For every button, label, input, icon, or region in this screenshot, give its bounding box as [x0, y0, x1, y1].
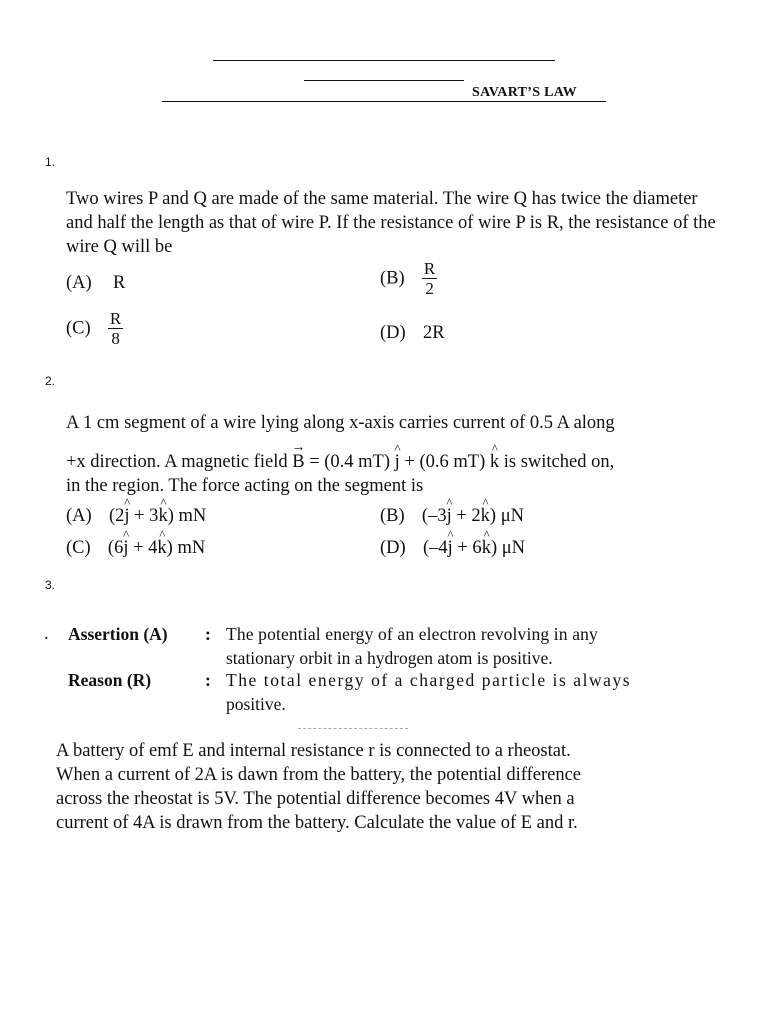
option-label: (B) — [380, 268, 405, 289]
reason-line-2: positive. — [226, 694, 286, 714]
vector-b: → B — [292, 450, 304, 474]
option-value: R — [112, 273, 126, 293]
header-rule-middle — [304, 80, 464, 81]
option-label: (C) — [66, 318, 91, 339]
question-1-text: Two wires P and Q are made of the same material. The wire Q has twice the diameter and half the length as that of wire P. If the resistance of wire P is R, the resistance of the wire Q will be — [66, 189, 716, 257]
question-2-line-1: A 1 cm segment of a wire lying along x-axis carries current of 0.5 A along — [66, 413, 615, 433]
question-2-line-3: in the region. The force acting on the segment is — [66, 476, 424, 496]
q2-option-a: (A) (2^ j + 3^ k) mN — [66, 504, 206, 528]
header-rule-bottom — [162, 101, 606, 102]
assertion-line-1: The potential energy of an electron revolving in any — [226, 624, 598, 644]
question-number-1: 1. — [45, 155, 56, 169]
unit-vector-k: ^ k — [490, 450, 499, 474]
assertion-line-2: stationary orbit in a hydrogen atom is positive. — [226, 648, 553, 668]
option-label: (D) — [380, 323, 406, 343]
reason-line-1: The total energy of a charged particle is always — [226, 670, 632, 690]
fraction-r-over-2: $\frac{R}{2}$ — [423, 259, 436, 298]
question-2-line-2: +x direction. A magnetic field → B = (0.4 mT) ^ j + (0.6 mT) ^ k is switched on, — [66, 450, 614, 474]
q2-option-b: (B) (–3^ j + 2^ k) μN — [380, 504, 524, 528]
reason-colon: : — [205, 670, 211, 690]
header-rule-top — [213, 60, 555, 61]
assertion-colon: : — [205, 624, 211, 644]
battery-line-1: A battery of emf E and internal resistance r is connected to a rheostat. — [56, 741, 571, 761]
q1-option-a — [66, 271, 125, 295]
page-title: SAVART’S LAW — [472, 85, 577, 100]
q2-option-d: (D) (–4^ j + 6^ k) μN — [380, 536, 525, 560]
q1-option-b — [380, 259, 437, 298]
assertion-label: Assertion (A) — [68, 624, 168, 644]
battery-line-3: across the rheostat is 5V. The potential difference becomes 4V when a — [56, 789, 575, 809]
q1-option-d — [380, 321, 445, 345]
question-number-2: 2. — [45, 374, 56, 388]
battery-line-4: current of 4A is drawn from the battery. Calculate the value of E and r. — [56, 813, 578, 833]
fraction-r-over-8: $\frac{R}{8}$ — [109, 309, 122, 348]
battery-line-2: When a current of 2A is dawn from the battery, the potential difference — [56, 765, 581, 785]
reason-label: Reason (R) — [68, 670, 152, 690]
cropped-artifact — [298, 728, 408, 729]
q1-option-c — [66, 309, 123, 348]
option-label: (A) — [66, 273, 92, 293]
unit-vector-j: ^ j — [395, 450, 400, 474]
question-number-3: 3. — [45, 578, 56, 592]
option-value: 2R — [422, 323, 445, 343]
q2-option-c: (C) (6^ j + 4^ k) mN — [66, 536, 205, 560]
lead-dot: . — [44, 624, 49, 644]
